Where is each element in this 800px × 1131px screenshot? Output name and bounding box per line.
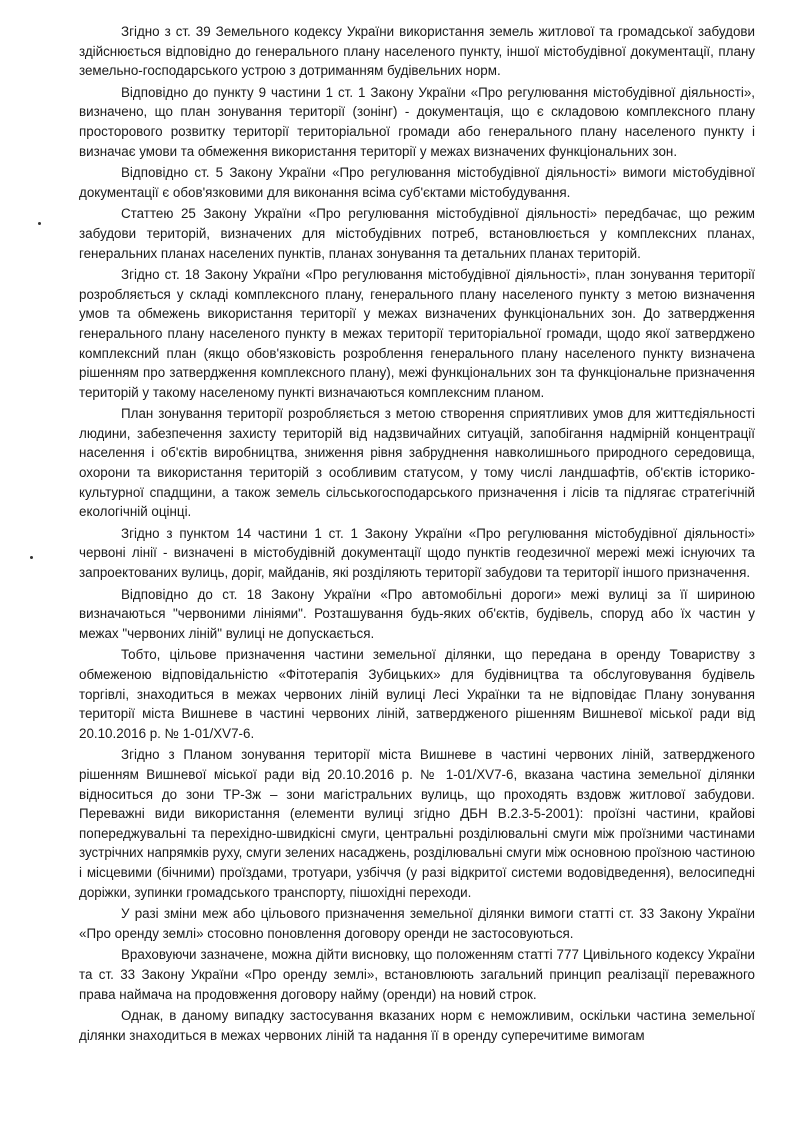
document-page (79, 22, 755, 1047)
paragraph: Відповідно до пункту 9 частини 1 ст. 1 Закону України «Про регулювання містобудівної діяльності», визначено, що план зонування території (зонінг) - документація, що є складовою комплексного плану просторового розвитку території територіальної громади або генерального плану населеного пункту і визначає умови та обмеження використання території у межах визначених функціональних зон. (79, 84, 755, 159)
paragraph: Враховуючи зазначене, можна дійти висновку, що положенням статті 777 Цивільного кодексу України та ст. 33 Закону України «Про оренду землі», встановлюють загальний принцип реалізації переважного права наймача на продовження договору найму (оренди) на новий строк. (79, 947, 755, 1002)
paragraph: Тобто, цільове призначення частини земельної ділянки, що передана в оренду Товариству з обмеженою відповідальністю «Фітотерапія Зубицьких» для будівництва та обслуговування будівель торгівлі, знаходиться в межах червоних ліній вулиці Лесі Українки та не відповідає Плану зонування території міста Вишневе в частині червоних ліній, затвердженого рішенням Вишневої міської ради від 20.10.2016 р. № 1-01/XV7-6. (79, 647, 755, 741)
scan-mark (38, 222, 41, 225)
paragraph: Згідно з ст. 39 Земельного кодексу України використання земель житлової та громадської забудови здійснюється відповідно до генерального плану населеного пункту, іншої містобудівної документації, плану земельно-господарського устрою з дотриманням будівельних норм. (79, 24, 755, 79)
paragraph: Згідно ст. 18 Закону України «Про регулювання містобудівної діяльності», план зонування території розробляється у складі комплексного плану, генерального плану населеного пункту з метою визначення умов та обмежень використання території у межах визначених функціональних зон. До затвердження генерального плану населеного пункту в межах території територіальної громади, щодо якої затверджено комплексний план (якщо обов'язковість розроблення генерального плану населеного пункту визначена рішенням про затвердження комплексного плану), межі функціональних зон та функціональне призначення територій у такому населеному пункті визначаються комплексним планом. (79, 267, 755, 400)
paragraph: У разі зміни меж або цільового призначення земельної ділянки вимоги статті ст. 33 Закону України «Про оренду землі» стосовно поновлення договору оренди не застосовуються. (79, 906, 755, 941)
paragraph: План зонування території розробляється з метою створення сприятливих умов для життєдіяльності людини, забезпечення захисту територій від надзвичайних ситуацій, запобігання надмірній концентрації населення і об'єктів виробництва, зниження рівня забруднення навколишнього природного середовища, охорони та використання територій з особливим статусом, у тому числі ландшафтів, об'єктів історико-культурної спадщини, а також земель сільськогосподарського призначення і лісів та підлягає стратегічній екологічній оцінці. (79, 406, 755, 520)
paragraph: Відповідно ст. 5 Закону України «Про регулювання містобудівної діяльності» вимоги містобудівної документації є обов'язковими для виконання всіма суб'єктами містобудування. (79, 165, 755, 200)
paragraph: Статтею 25 Закону України «Про регулювання містобудівної діяльності» передбачає, що режим забудови територій, визначених для містобудівних потреб, встановлюється у комплексних планах, генеральних планах населених пунктів, планах зонування та детальних планах територій. (79, 206, 755, 261)
paragraph: Однак, в даному випадку застосування вказаних норм є неможливим, оскільки частина земельної ділянки знаходиться в межах червоних ліній та надання її в оренду суперечитиме вимогам (79, 1008, 755, 1043)
paragraph: Згідно з Планом зонування території міста Вишневе в частині червоних ліній, затвердженого рішенням Вишневої міської ради від 20.10.2016 р. № 1-01/XV7-6, вказана частина земельної ділянки відноситься до зони ТР-3ж – зони магістральних вулиць, що проходять вздовж житлової забудови. Переважні види використання (елементи вулиці згідно ДБН В.2.3-5-2001): проїзні частини, крайові попереджувальні та перехідно-швидкісні смуги, центральні розділювальні смуги між проїзними частинами зустрічних напрямків руху, смуги зелених насаджень, розділювальні смуги між основною проїзною частиною і місцевими (бічними) проїздами, тротуари, узбіччя (у разі відкритої системи водовідведення), велосипедні доріжки, зупинки громадського транспорту, пішохідні переходи. (79, 747, 755, 900)
scan-mark (30, 556, 33, 559)
paragraph: Відповідно до ст. 18 Закону України «Про автомобільні дороги» межі вулиці за її шириною визначаються "червоними лініями". Розташування будь-яких об'єктів, будівель, споруд або їх частин у межах "червоних ліній" вулиці не допускається. (79, 586, 755, 641)
paragraph: Згідно з пунктом 14 частини 1 ст. 1 Закону України «Про регулювання містобудівної діяльності» червоні лінії - визначені в містобудівній документації щодо пунктів геодезичної мережі межі існуючих та запроектованих вулиць, доріг, майданів, які розділяють території забудови та території іншого призначення. (79, 525, 755, 581)
